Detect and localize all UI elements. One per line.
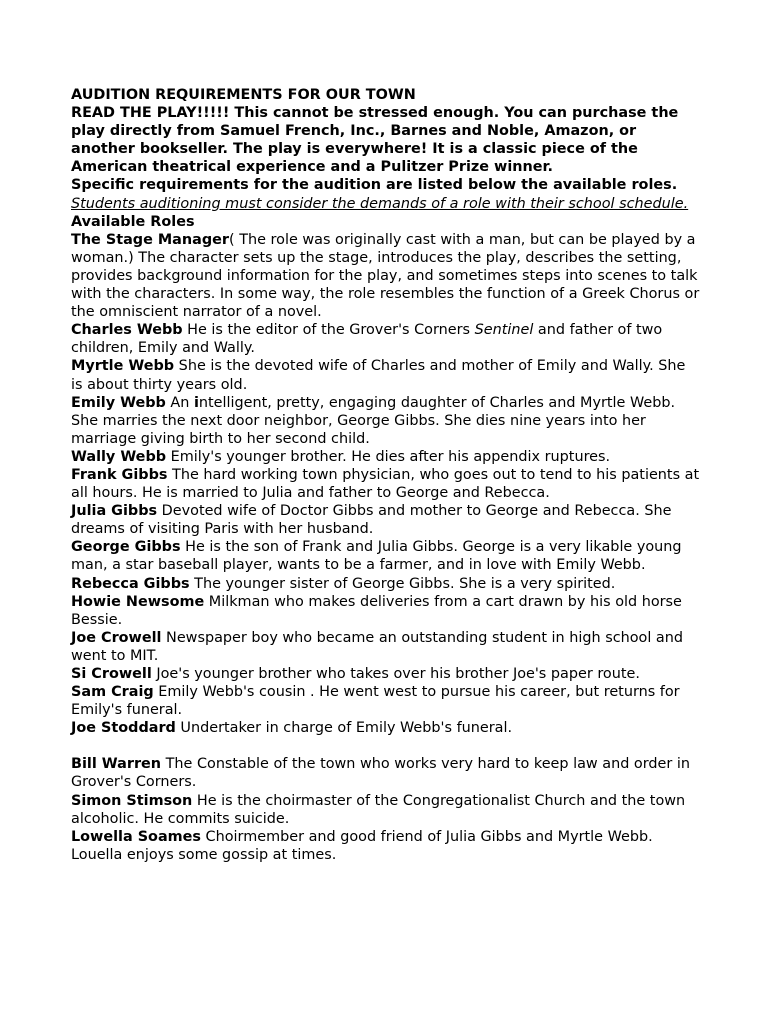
role-description: and father of two children, Emily and Wally. <box>71 322 663 357</box>
role-name: Lowella Soames <box>71 828 201 845</box>
role-entry <box>71 538 701 574</box>
document-title: AUDITION REQUIREMENTS FOR OUR TOWN <box>71 87 416 103</box>
role-name: Emily Webb <box>71 394 166 411</box>
role-name: Charles Webb <box>71 322 183 339</box>
role-name: Joe Crowell <box>71 629 162 646</box>
student-schedule-note: Students auditioning must consider the demands of a role with their school schedule. <box>71 195 689 212</box>
role-description: Undertaker in charge of Emily Webb's funeral. <box>175 720 513 737</box>
role-description: Joe's younger brother who takes over his brother Joe's paper route. <box>151 666 640 682</box>
role-description: Milkman who makes deliveries from a cart drawn by his old horse Bessie. <box>71 593 682 628</box>
role-entry <box>71 466 701 502</box>
role-description: ( The role was originally cast with a man, but can be played by a woman.) The character sets up the stage, introduces the play, describes the setting, provides background information for the play, and sometimes steps into scenes to talk with the characters. In some way, the role resembles the function of a Greek Chorus or the omniscient narrator of a novel. <box>71 231 700 321</box>
specific-requirements-note: Specific requirements for the audition are listed below the available roles. <box>71 177 678 194</box>
role-entry <box>71 502 701 538</box>
role-entry <box>71 828 701 864</box>
role-description: He is the choirmaster of the Congregationalist Church and the town alcoholic. He commits suicide. <box>71 792 686 827</box>
newspaper-title: Sentinel <box>474 322 534 339</box>
role-description: She is the devoted wife of Charles and mother of Emily and Wally. She is about thirty years old. <box>71 358 686 393</box>
role-entry <box>71 575 701 593</box>
document-body <box>71 86 701 864</box>
role-name: Sam Craig <box>71 684 154 701</box>
role-description: The hard working town physician, who goes out to tend to his patients at all hours. He is married to Julia and father to George and Rebecca. <box>71 466 700 502</box>
role-name: Wally Webb <box>71 448 167 465</box>
role-description: Emily's younger brother. He dies after his appendix ruptures. <box>166 448 611 465</box>
role-description: He is the son of Frank and Julia Gibbs. George is a very likable young man, a star baseball player, wants to be a farmer, and in love with Emily Webb. <box>71 539 682 574</box>
role-description: Devoted wife of Doctor Gibbs and mother to George and Rebecca. She dreams of visiting Paris with her husband. <box>71 503 672 538</box>
role-name: George Gibbs <box>71 539 181 556</box>
role-name: Howie Newsome <box>71 593 205 610</box>
role-name: Myrtle Webb <box>71 358 175 375</box>
role-description: He is the editor of the Grover's Corners <box>182 322 475 339</box>
role-entry <box>71 593 701 629</box>
role-name: Julia Gibbs <box>71 503 158 520</box>
role-entry <box>71 683 701 719</box>
role-name: Frank Gibbs <box>71 466 168 483</box>
role-description: Choirmember and good friend of Julia Gibbs and Myrtle Webb. Louella enjoys some gossip at times. <box>71 828 653 863</box>
role-name: Joe Stoddard <box>71 720 176 737</box>
role-description: The Constable of the town who works very hard to keep law and order in Grover's Corners. <box>71 756 690 791</box>
role-entry <box>71 394 701 448</box>
role-description: Newspaper boy who became an outstanding student in high school and went to MIT. <box>71 629 683 664</box>
role-entry <box>71 357 701 393</box>
blank-line <box>71 737 701 755</box>
role-name: Si Crowell <box>71 666 152 682</box>
role-name: Bill Warren <box>71 756 162 773</box>
role-entry <box>71 665 701 683</box>
bold-letter: i <box>193 394 199 411</box>
role-description: ntelligent, pretty, engaging daughter of Charles and Myrtle Webb. She marries the next door neighbor, George Gibbs. She dies nine years into her marriage giving birth to her second child. <box>71 394 676 447</box>
role-entry <box>71 231 701 321</box>
role-description: An <box>165 394 194 411</box>
role-entry <box>71 755 701 791</box>
role-name: Rebecca Gibbs <box>71 575 190 592</box>
role-name: Simon Stimson <box>71 792 193 809</box>
role-description: Emily Webb's cousin . He went west to pursue his career, but returns for Emily's funeral. <box>71 684 680 719</box>
roles-heading: Available Roles <box>71 213 195 230</box>
role-entry <box>71 629 701 665</box>
role-entry <box>71 321 701 357</box>
role-name: The Stage Manager <box>71 231 230 248</box>
role-entry <box>71 719 701 737</box>
intro-paragraph: READ THE PLAY!!!!! This cannot be stressed enough. You can purchase the play directly from Samuel French, Inc., Barnes and Noble, Amazon, or another bookseller. The play is everywhere! It is a classic piece of the American theatrical experience and a Pulitzer Prize winner. <box>71 105 679 176</box>
role-entry <box>71 448 701 466</box>
role-description: The younger sister of George Gibbs. She is a very spirited. <box>189 575 616 592</box>
role-entry <box>71 792 701 828</box>
